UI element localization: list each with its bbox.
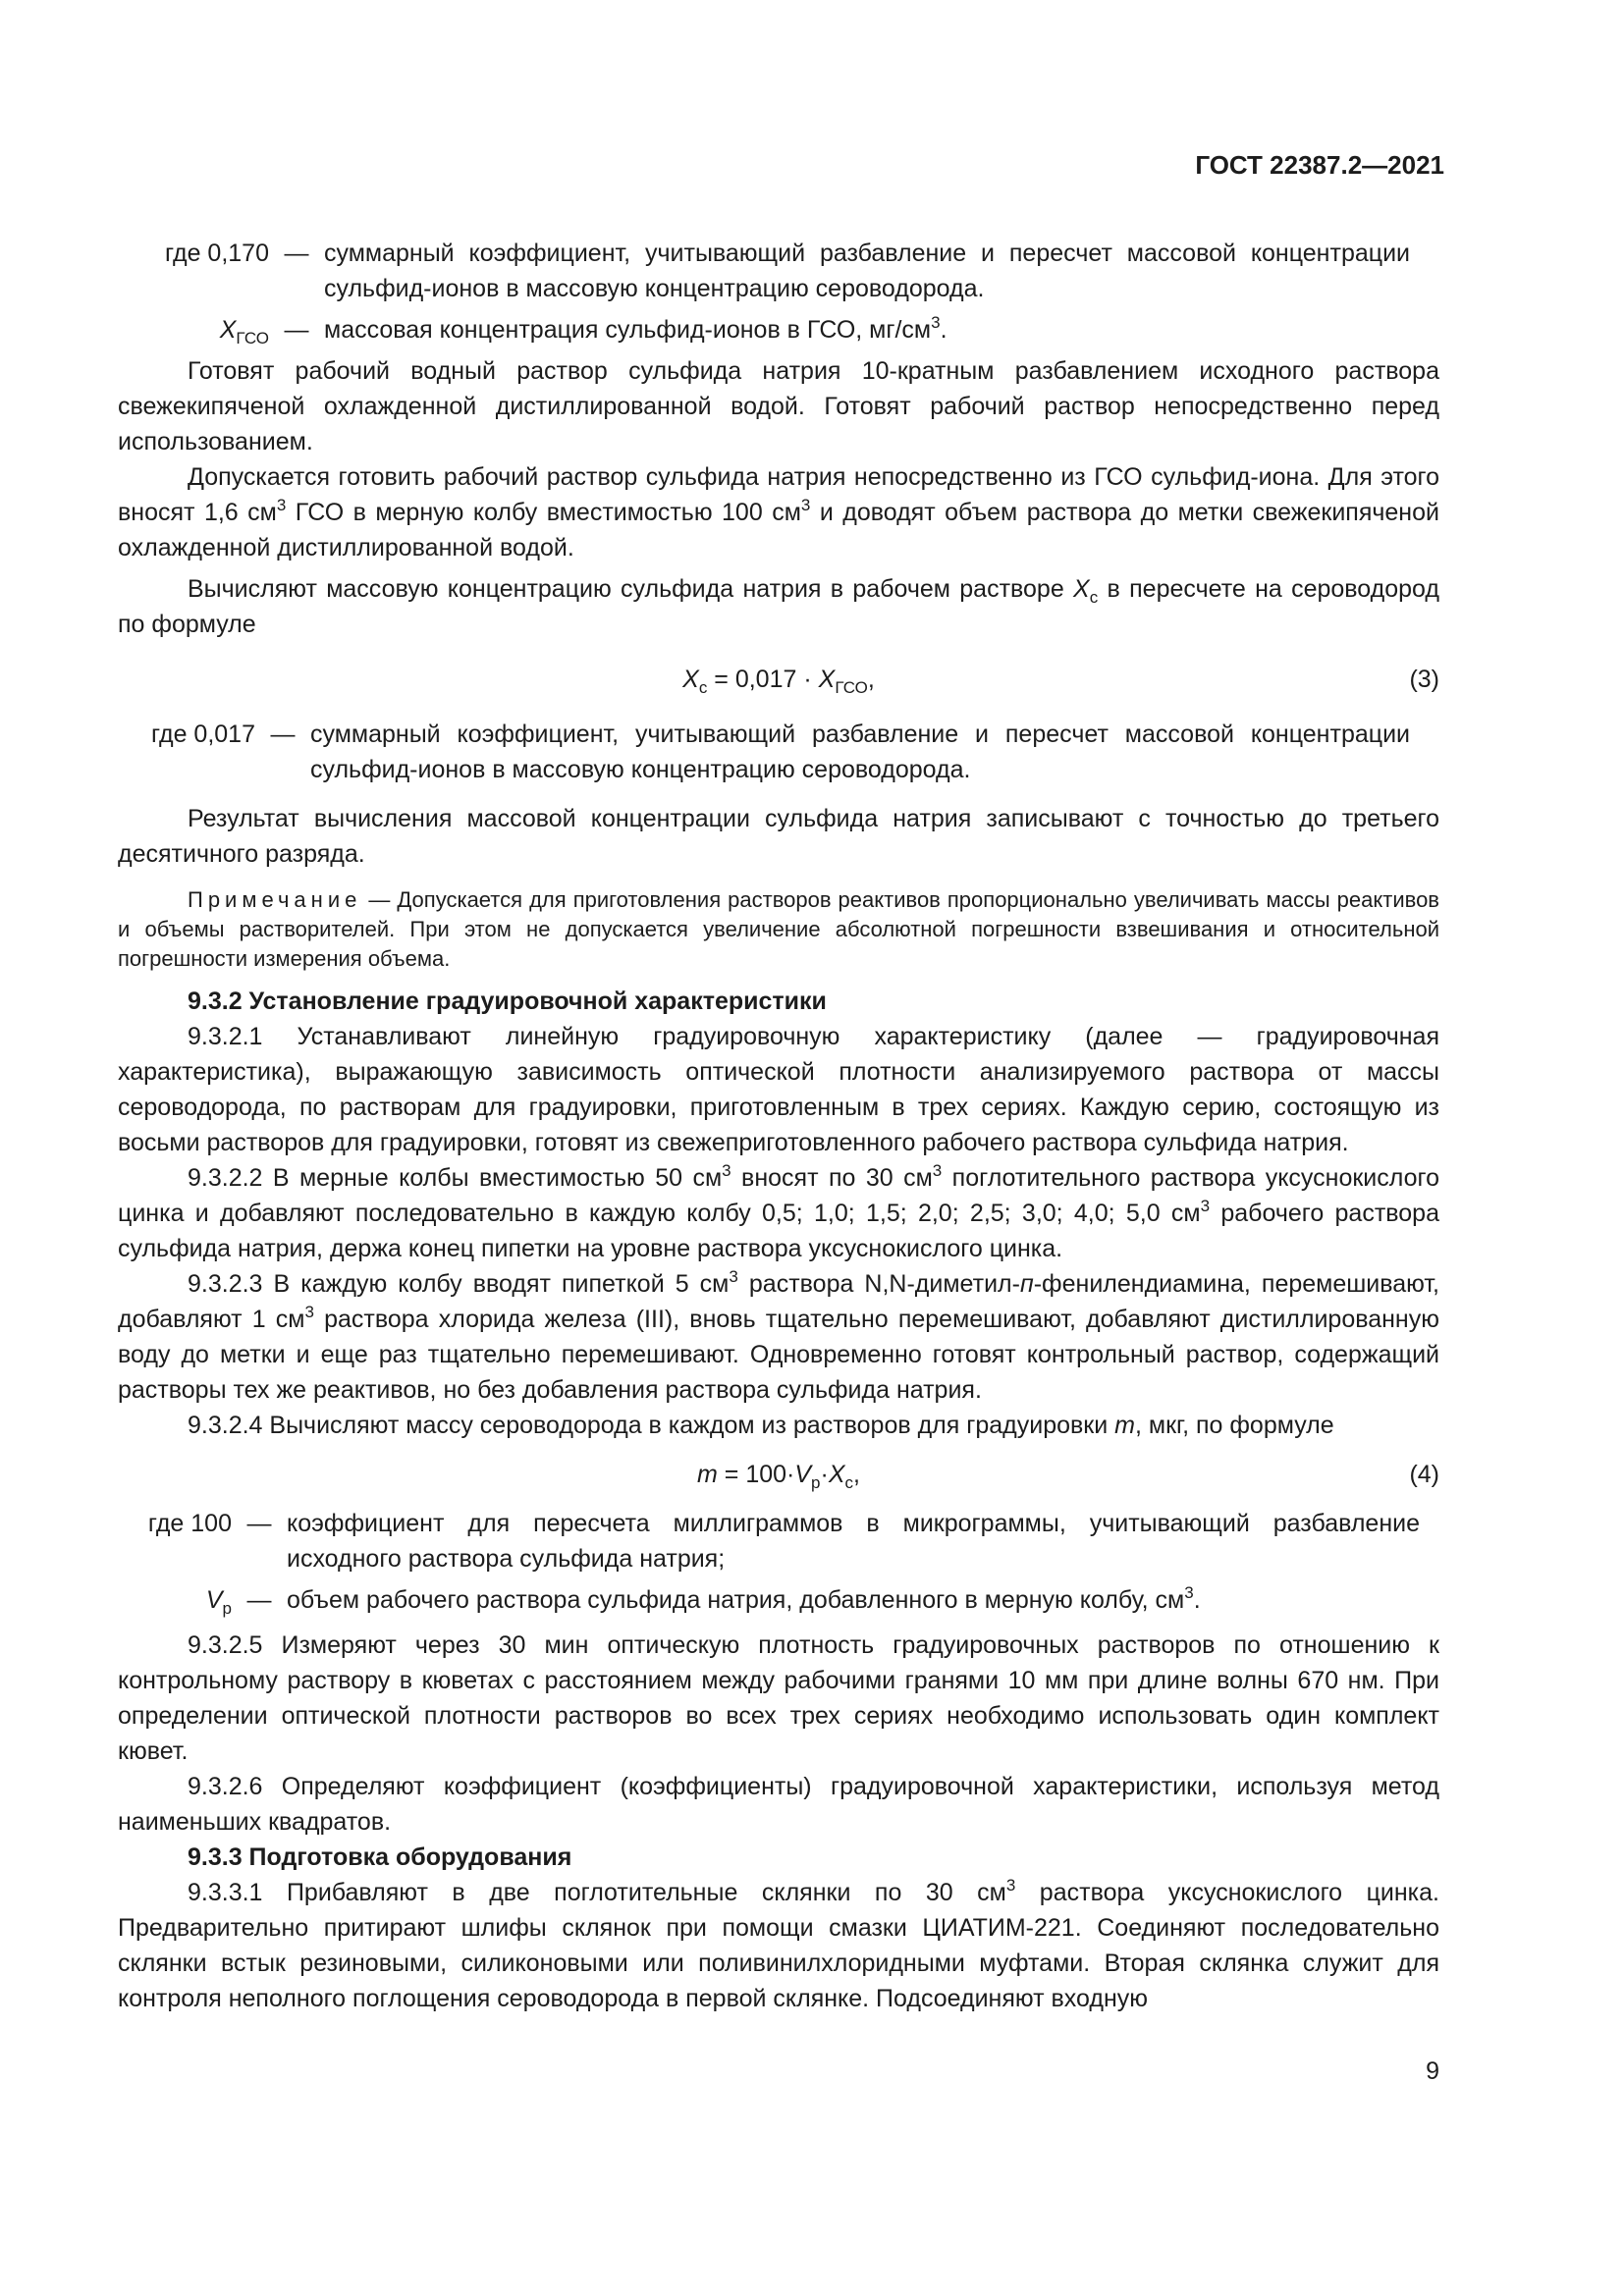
formula-text: = 0,017 · — [707, 666, 819, 693]
legend-dash: — — [284, 240, 309, 267]
legend-term — [132, 312, 269, 347]
text: в пересчете на сероводород по формуле — [118, 575, 1439, 638]
text: -фенилендиамина, перемешивают, добавляют 1 см — [118, 1270, 1439, 1333]
paragraph-9322 — [118, 1160, 1439, 1266]
legend-description — [324, 312, 1439, 347]
legend-description: суммарный коэффициент, учитывающий разбавление и пересчет массовой концентрации сульфид-ионов в массовую концентрацию сероводорода. — [310, 721, 1410, 783]
legend-term: где 0,017 — [151, 721, 255, 748]
text: вносят по 30 см — [731, 1164, 933, 1192]
text: раствора хлорида железа (III), вновь тщательно перемешивают, добавляют дистиллированную воду до метки и еще раз тщательно перемешивают. Одновременно готовят контрольный раствор, содержащий растворы тех же реактивов, но без добавления раствора сульфида натрия. — [118, 1306, 1439, 1404]
paragraph-9331 — [118, 1875, 1439, 2016]
variable-subscript: с — [1089, 588, 1099, 607]
superscript: 3 — [1200, 1197, 1211, 1215]
legend-term: где 100 — [147, 1510, 232, 1537]
formula-text: = 100· — [717, 1461, 795, 1488]
variable-x: X — [219, 316, 237, 344]
text: 9.3.3.1 Прибавляют в две поглотительные склянки по 30 см — [188, 1879, 1006, 1906]
variable-subscript: ГСО — [236, 329, 269, 347]
variable-x: X — [828, 1461, 845, 1488]
variable-x: X — [1073, 575, 1090, 603]
formula-body — [697, 1461, 860, 1492]
punctuation: , — [853, 1461, 860, 1488]
standard-header: ГОСТ 22387.2—2021 — [1195, 150, 1444, 180]
legend-xgso — [118, 312, 1439, 347]
legend-description: коэффициент для пересчета миллиграммов в микрограммы, учитывающий разбавление исходного раствора сульфида натрия; — [287, 1510, 1420, 1573]
paragraph-allowed — [118, 459, 1439, 565]
legend-term: где 0,170 — [165, 240, 269, 267]
variable-subscript: с — [698, 678, 708, 697]
legend-text: массовая концентрация сульфид-ионов в ГСО, мг/см — [324, 316, 932, 344]
section-heading-932: 9.3.2 Установление градуировочной характеристики — [188, 988, 827, 1015]
legend-dash: — — [284, 316, 309, 344]
legend-term — [134, 1582, 232, 1618]
text: 9.3.2.4 Вычисляют массу сероводорода в каждом из растворов для градуировки — [188, 1412, 1115, 1439]
superscript: 3 — [722, 1161, 731, 1180]
superscript: 3 — [932, 1161, 943, 1180]
note-text: — Допускается для приготовления растворов реактивов пропорционально увеличивать массы реактивов и объемы растворителей. При этом не допускается увеличение абсолютной погрешности взвешивания и относительной погрешности измерения объема. — [118, 887, 1439, 971]
page-content — [118, 236, 1439, 2016]
superscript: 3 — [800, 496, 811, 514]
text: Допускается готовить рабочий раствор сульфида натрия непосредственно из ГСО сульфид-иона. Для этого вносят 1,6 см — [118, 463, 1439, 526]
section-heading-933: 9.3.3 Подготовка оборудования — [188, 1843, 572, 1871]
variable-x: X — [682, 666, 699, 693]
text: 9.3.2.2 В мерные колбы вместимостью 50 см — [188, 1164, 723, 1192]
paragraph-result: Результат вычисления массовой концентрации сульфида натрия записывают с точностью до третьего десятичного разряда. — [118, 805, 1439, 868]
legend-coefficient-0017 — [118, 717, 1439, 787]
superscript: 3 — [729, 1267, 738, 1286]
text: раствора N,N-диметил- — [737, 1270, 1020, 1298]
variable-subscript: р — [222, 1599, 232, 1618]
legend-coefficient-100 — [118, 1506, 1439, 1576]
page-number: 9 — [1426, 2057, 1439, 2085]
paragraph-9325: 9.3.2.5 Измеряют через 30 мин оптическую плотность градуировочных растворов по отношению к контрольному раствору в кюветах с расстоянием между рабочими гранями 10 мм при длине волны 670 нм. При определении оптической плотности растворов во всех трех сериях необходимо использовать один комплект кювет. — [118, 1631, 1439, 1765]
variable-subscript: с — [844, 1473, 854, 1492]
variable-v: V — [794, 1461, 812, 1488]
formula-number: (3) — [1409, 666, 1439, 693]
variable-subscript: р — [811, 1473, 821, 1492]
text: поглотительного раствора уксуснокислого цинка и добавляют последовательно в каждую колбу 0,5; 1,0; 1,5; 2,0; 2,5; 3,0; 4,0; 5,0 см — [118, 1164, 1439, 1227]
superscript: 3 — [276, 496, 287, 514]
formula-number: (4) — [1409, 1461, 1439, 1488]
text: ГСО в мерную колбу вместимостью 100 см — [286, 499, 801, 526]
variable-m: m — [697, 1461, 718, 1488]
legend-dash: — — [270, 721, 296, 748]
legend-vp — [118, 1582, 1439, 1618]
paragraph-calc — [118, 571, 1439, 642]
note-label: Примечание — [188, 887, 362, 912]
legend-dash: — — [246, 1510, 272, 1537]
variable-subscript: ГСО — [835, 678, 868, 697]
formula-body — [682, 666, 875, 697]
paragraph-9326: 9.3.2.6 Определяют коэффициент (коэффициенты) градуировочной характеристики, используя метод наименьших квадратов. — [118, 1773, 1439, 1836]
superscript: 3 — [304, 1303, 314, 1321]
italic-letter: п — [1019, 1270, 1034, 1298]
paragraph-9324 — [118, 1408, 1439, 1443]
paragraph-9321: 9.3.2.1 Устанавливают линейную градуировочную характеристику (далее — градуировочная характеристика), выражающую зависимость оптической плотности анализируемого раствора от массы сероводорода, по растворам для градуировки, приготовленным в трех сериях. Каждую серию, состоящую из восьми растворов для градуировки, готовят из свежеприготовленного рабочего раствора сульфида натрия. — [118, 1023, 1439, 1156]
formula-3 — [118, 662, 1439, 697]
text: 9.3.2.3 В каждую колбу вводят пипеткой 5 см — [188, 1270, 730, 1298]
text: Вычисляют массовую концентрацию сульфида натрия в рабочем растворе — [188, 575, 1074, 603]
superscript: 3 — [1005, 1876, 1016, 1895]
variable-v: V — [205, 1586, 223, 1614]
legend-dash: — — [246, 1586, 272, 1614]
punctuation: . — [940, 316, 947, 344]
formula-4 — [118, 1457, 1439, 1492]
paragraph-9323 — [118, 1266, 1439, 1408]
note — [118, 885, 1439, 974]
text: и доводят объем раствора до метки свежекипяченой охлажденной дистиллированной водой. — [118, 499, 1439, 561]
text: раствора уксуснокислого цинка. Предварительно притирают шлифы склянок при помощи смазки ЦИАТИМ-221. Соединяют последовательно склянки встык резиновыми, силиконовыми или поливинилхлоридными муфтами. Вторая склянка служит для контроля неполного поглощения сероводорода в первой склянке. Подсоединяют входную — [118, 1879, 1439, 2012]
formula-text: · — [820, 1461, 829, 1488]
text: рабочего раствора сульфида натрия, держа конец пипетки на уровне раствора уксуснокислого цинка. — [118, 1200, 1439, 1262]
superscript: 3 — [1184, 1583, 1194, 1602]
legend-text: объем рабочего раствора сульфида натрия, добавленного в мерную колбу, см — [287, 1586, 1185, 1614]
legend-description: суммарный коэффициент, учитывающий разбавление и пересчет массовой концентрации сульфид-ионов в массовую концентрацию сероводорода. — [324, 240, 1410, 302]
legend-description — [287, 1582, 1439, 1618]
variable-x: X — [818, 666, 836, 693]
punctuation: . — [1193, 1586, 1201, 1614]
text: , мкг, по формуле — [1134, 1412, 1334, 1439]
superscript: 3 — [931, 313, 941, 332]
punctuation: , — [867, 666, 875, 693]
paragraph-prepare: Готовят рабочий водный раствор сульфида натрия 10-кратным разбавлением исходного раствора свежекипяченой охлажденной дистиллированной водой. Готовят рабочий раствор непосредственно перед использованием. — [118, 357, 1439, 455]
legend-coefficient-0170 — [118, 236, 1439, 306]
variable-m: m — [1114, 1412, 1135, 1439]
